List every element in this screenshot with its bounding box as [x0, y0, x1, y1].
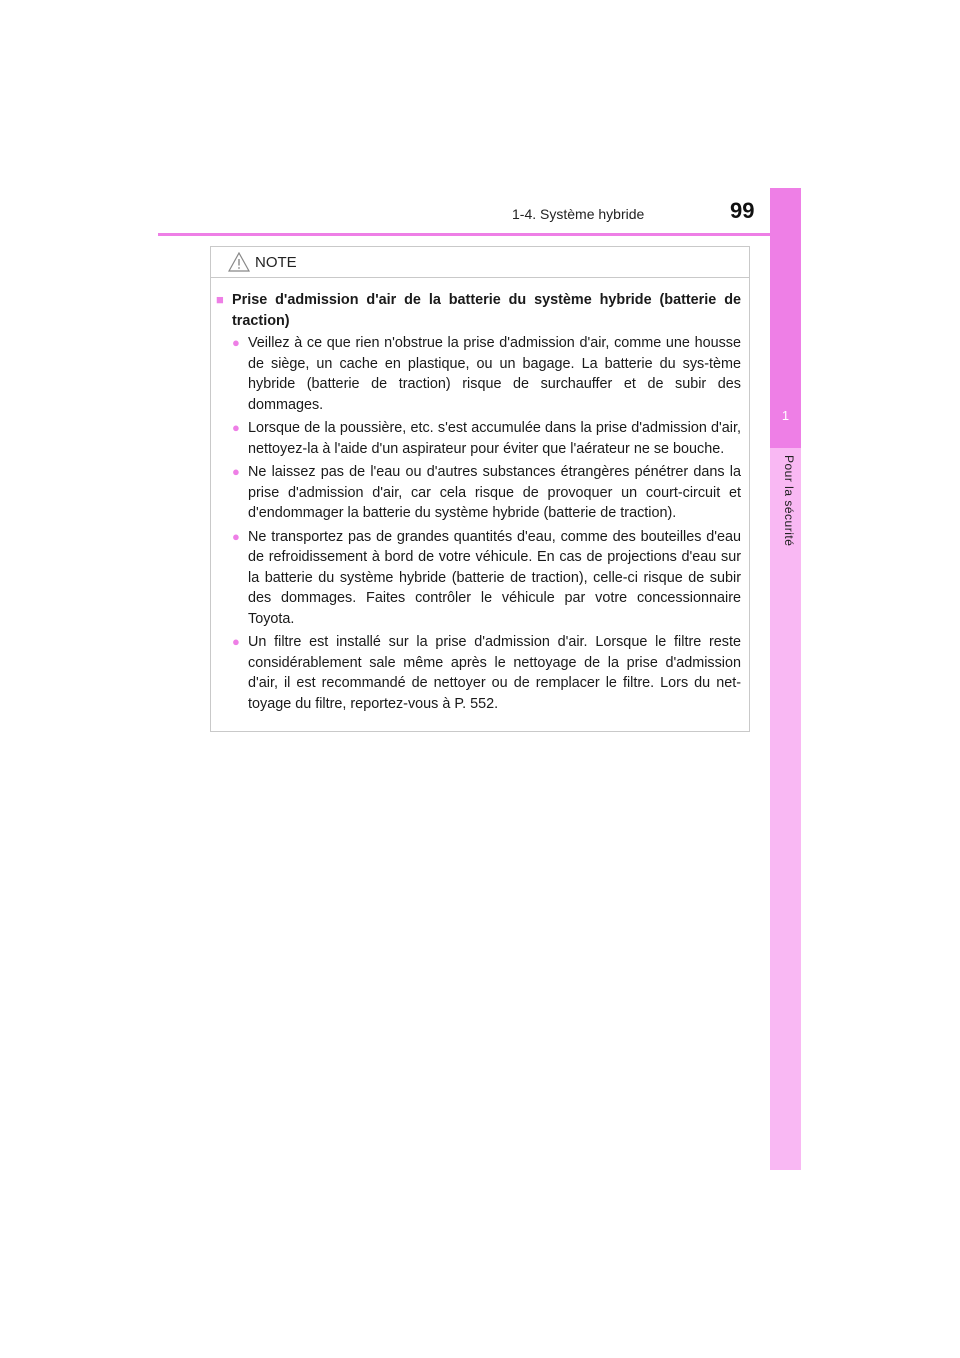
list-item [232, 333, 741, 415]
bullet-list [216, 333, 741, 714]
circle-bullet-icon: ● [232, 335, 240, 350]
note-topic [216, 290, 741, 331]
circle-bullet-icon: ● [232, 528, 240, 544]
bullet-text: Veillez à ce que rien n'obstrue la prise d'admission d'air, comme une housse de siège, un cache en plastique, ou un bagage. La batterie du sys-tème hybride (batterie de traction) risque de surchauffer et de subir des dommages. [248, 335, 741, 413]
bullet-text: Lorsque de la poussière, etc. s'est accumulée dans la prise d'admission d'air, nettoyez-la à l'aide d'un aspirateur pour éviter que l'aérateur ne se bouche. [248, 420, 741, 457]
note-box [210, 246, 750, 732]
list-item [232, 527, 741, 630]
note-title: NOTE [255, 254, 297, 271]
header-rule [158, 233, 801, 236]
list-item [232, 632, 741, 714]
square-bullet-icon: ■ [216, 292, 224, 307]
page-number: 99 [730, 198, 755, 223]
bullet-text: Ne transportez pas de grandes quantités d'eau, comme des bouteilles d'eau de refroidissement à bord de votre véhicule. En cas de projections d'eau sur la batterie du système hybride (batterie de traction), celle-ci risque de subir des dommages. Faites contrôler le véhicule par votre concessionnaire Toyota. [248, 528, 741, 627]
note-body [211, 278, 749, 714]
list-item [232, 462, 741, 524]
note-header [211, 247, 749, 278]
bullet-text: Ne laissez pas de l'eau ou d'autres substances étrangères pénétrer dans la prise d'admission d'air, car cela risque de provoquer un court-circuit et d'endommager la batterie du système hybride (batterie de traction). [248, 464, 741, 521]
section-title: 1-4. Système hybride [512, 206, 645, 222]
chapter-tab [770, 188, 801, 448]
circle-bullet-icon: ● [232, 464, 240, 479]
circle-bullet-icon: ● [232, 420, 240, 435]
circle-bullet-icon: ● [232, 634, 240, 649]
list-item [232, 418, 741, 459]
chapter-number: 1 [781, 408, 790, 423]
topic-title: Prise d'admission d'air de la batterie du système hybride (batterie de traction) [232, 292, 741, 329]
chapter-label: Pour la sécurité [782, 455, 796, 547]
bullet-text: Un filtre est installé sur la prise d'admission d'air. Lorsque le filtre reste considérablement sale même après le nettoyage de la prise d'admission d'air, il est recommandé de nettoyer ou de remplacer le filtre. Lors du net-toyage du filtre, reportez-vous à P. 552. [248, 634, 741, 712]
warning-triangle-icon [228, 252, 250, 277]
